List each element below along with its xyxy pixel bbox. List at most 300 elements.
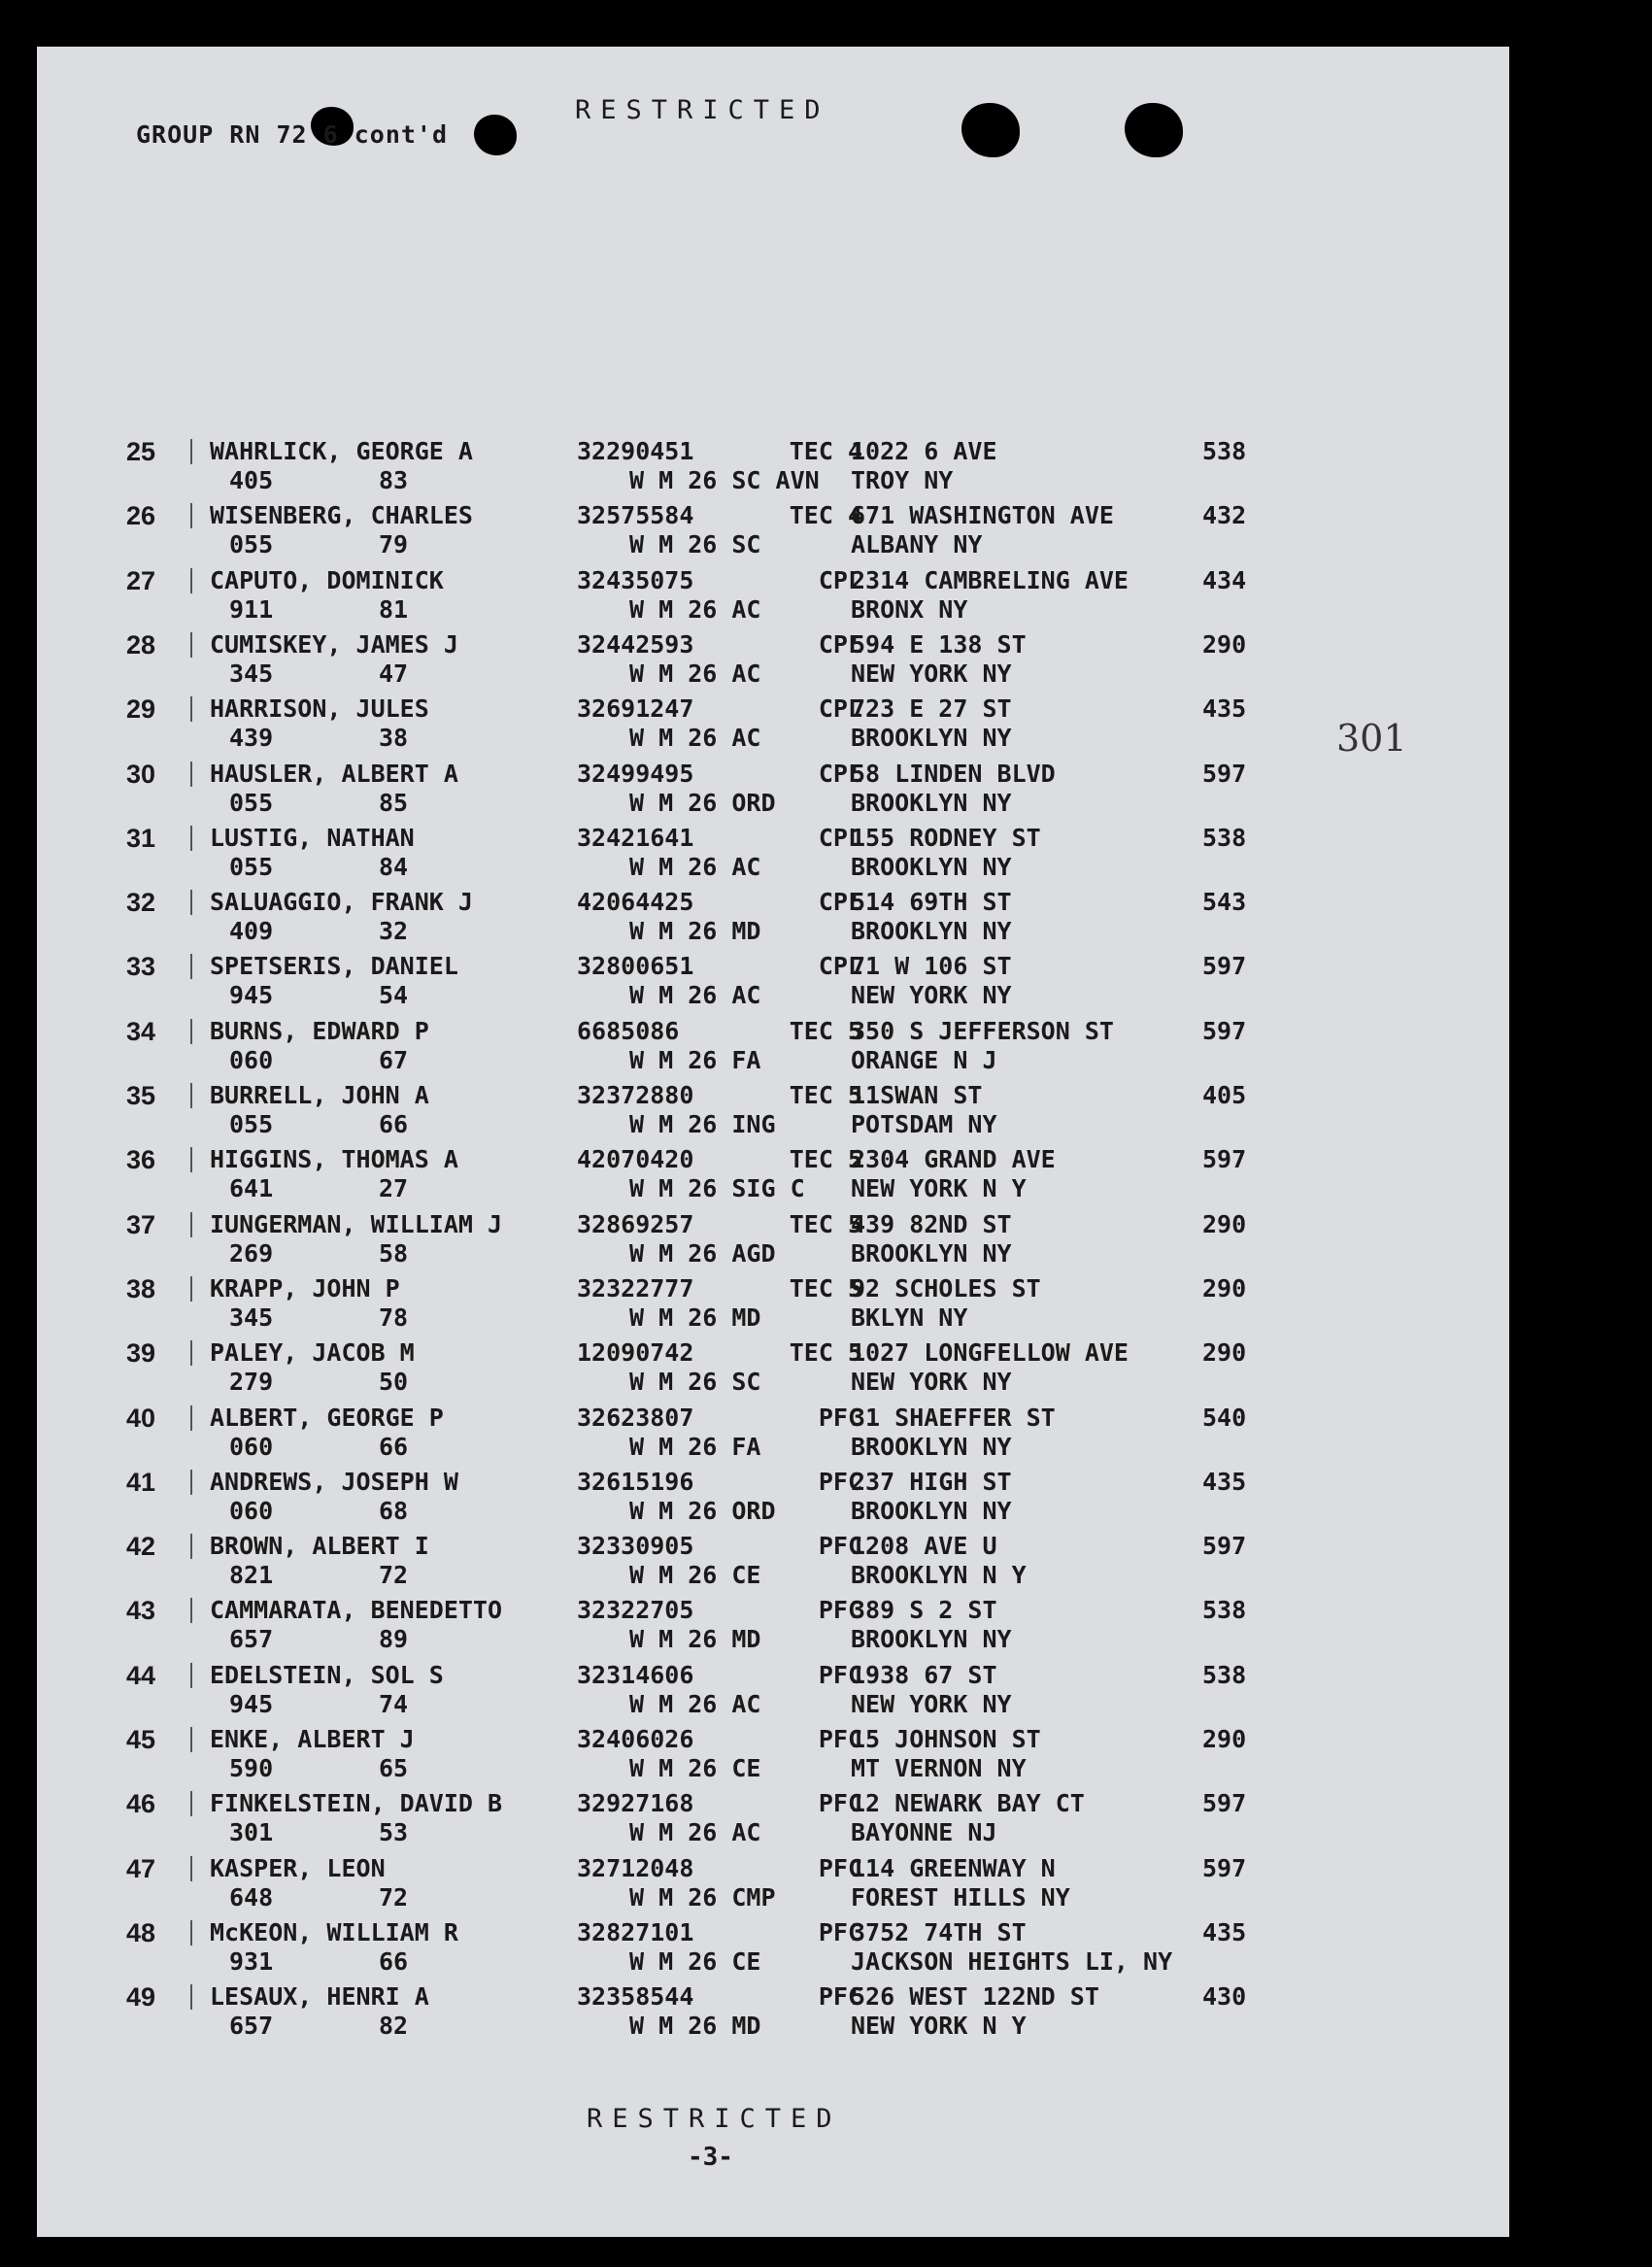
roster-row: [37, 1532, 1509, 1596]
serial-number: 32358544: [577, 1982, 694, 2012]
code-1: 945: [229, 981, 274, 1010]
address-code: 543: [1202, 888, 1247, 917]
roster-row: [37, 1468, 1509, 1532]
description: W M 26 CE: [629, 1754, 761, 1782]
grade: TEC 5: [789, 1145, 862, 1174]
serial-number: 32623807: [577, 1403, 694, 1432]
code-1: 060: [229, 1045, 274, 1074]
address-line-2: ALBANY NY: [851, 530, 983, 559]
grade: PFC: [818, 1853, 862, 1882]
description: W M 26 CMP: [629, 1882, 776, 1912]
code-2: 81: [379, 594, 409, 624]
address-line-2: NEW YORK NY: [851, 659, 1012, 688]
entry-number: 46: [126, 1789, 156, 1819]
entry-number: 48: [126, 1917, 156, 1947]
row-divider: [190, 1470, 192, 1495]
entry-number: 43: [126, 1596, 156, 1626]
roster-row: [37, 1725, 1509, 1789]
address-line-1: 11SWAN ST: [851, 1081, 983, 1109]
code-2: 84: [379, 852, 409, 881]
row-divider: [190, 1019, 192, 1044]
address-line-1: 389 S 2 ST: [851, 1596, 997, 1625]
entry-number: 49: [126, 1982, 156, 2013]
entry-number: 37: [126, 1209, 156, 1239]
address-code: 597: [1202, 1016, 1247, 1045]
row-divider: [190, 1534, 192, 1559]
code-2: 66: [379, 1110, 409, 1138]
serial-number: 32314606: [577, 1660, 694, 1689]
address-line-1: 594 E 138 ST: [851, 629, 1027, 659]
serial-number: 32800651: [577, 952, 694, 981]
code-1: 821: [229, 1561, 274, 1590]
roster-row: [37, 1789, 1509, 1853]
soldier-name: EDELSTEIN, SOL S: [210, 1660, 444, 1689]
roster-row: [37, 888, 1509, 952]
code-2: 72: [379, 1561, 409, 1590]
roster-row: [37, 501, 1509, 565]
entry-number: 40: [126, 1403, 156, 1433]
address-line-1: 439 82ND ST: [851, 1209, 1012, 1238]
serial-number: 32691247: [577, 694, 694, 724]
roster-row: [37, 824, 1509, 888]
grade: PFC: [818, 1725, 862, 1753]
address-code: 538: [1202, 1596, 1247, 1625]
grade: TEC 5: [789, 1209, 862, 1238]
description: W M 26 AC: [629, 724, 761, 753]
address-line-1: 2304 GRAND AVE: [851, 1145, 1056, 1174]
serial-number: 32869257: [577, 1209, 694, 1238]
grade: CPL: [818, 565, 862, 594]
address-code: 540: [1202, 1403, 1247, 1432]
roster-row: [37, 1210, 1509, 1274]
description: W M 26 CE: [629, 1561, 761, 1590]
soldier-name: KRAPP, JOHN P: [210, 1273, 400, 1303]
grade: PFC: [818, 1532, 862, 1561]
serial-number: 32712048: [577, 1853, 694, 1882]
grade: TEC 5: [789, 1273, 862, 1303]
grade: TEC 4: [789, 501, 862, 530]
description: W M 26 ING: [629, 1110, 776, 1138]
soldier-name: WAHRLICK, GEORGE A: [210, 437, 473, 465]
description: W M 26 MD: [629, 1303, 761, 1332]
grade: TEC 5: [789, 1016, 862, 1045]
code-1: 060: [229, 1496, 274, 1525]
description: W M 26 AC: [629, 659, 761, 688]
address-line-2: MT VERNON NY: [851, 1754, 1027, 1782]
code-2: 78: [379, 1303, 409, 1332]
address-line-2: NEW YORK NY: [851, 1368, 1012, 1397]
soldier-name: ALBERT, GEORGE P: [210, 1403, 444, 1432]
roster-row: [37, 437, 1509, 501]
description: W M 26 ORD: [629, 788, 776, 817]
serial-number: 32406026: [577, 1725, 694, 1753]
roster-row: [37, 694, 1509, 759]
address-line-2: NEW YORK NY: [851, 981, 1012, 1010]
grade: CPL: [818, 759, 862, 788]
soldier-name: KASPER, LEON: [210, 1853, 386, 1882]
address-line-2: BROOKLYN NY: [851, 1496, 1012, 1525]
address-code: 597: [1202, 1145, 1247, 1174]
description: W M 26 SC: [629, 530, 761, 559]
row-divider: [190, 1727, 192, 1752]
address-code: 405: [1202, 1081, 1247, 1109]
side-number: 301: [1336, 717, 1407, 760]
address-code: 538: [1202, 437, 1247, 465]
entry-number: 35: [126, 1081, 156, 1110]
soldier-name: IUNGERMAN, WILLIAM J: [210, 1209, 503, 1238]
entry-number: 34: [126, 1016, 156, 1046]
row-divider: [190, 439, 192, 464]
roster-row: [37, 952, 1509, 1016]
code-1: 055: [229, 530, 274, 559]
serial-number: 32290451: [577, 437, 694, 465]
address-line-2: BAYONNE NJ: [851, 1818, 997, 1847]
serial-number: 32827101: [577, 1917, 694, 1946]
serial-number: 32927168: [577, 1789, 694, 1818]
entry-number: 32: [126, 888, 156, 918]
row-divider: [190, 1340, 192, 1366]
code-2: 66: [379, 1432, 409, 1461]
grade: TEC 5: [789, 1338, 862, 1368]
document-page: [37, 47, 1509, 2237]
address-code: 435: [1202, 1917, 1247, 1946]
serial-number: 6685086: [577, 1016, 680, 1045]
address-line-2: BROOKLYN N Y: [851, 1561, 1027, 1590]
address-line-2: BROOKLYN NY: [851, 1432, 1012, 1461]
address-line-2: BROOKLYN NY: [851, 788, 1012, 817]
address-line-1: 2314 CAMBRELING AVE: [851, 565, 1129, 594]
code-1: 055: [229, 788, 274, 817]
soldier-name: CAPUTO, DOMINICK: [210, 565, 444, 594]
address-line-2: BROOKLYN NY: [851, 917, 1012, 946]
entry-number: 33: [126, 952, 156, 982]
grade: PFC: [818, 1596, 862, 1625]
roster-row: [37, 1661, 1509, 1725]
soldier-name: SPETSERIS, DANIEL: [210, 952, 458, 981]
address-line-2: BROOKLYN NY: [851, 724, 1012, 753]
row-divider: [190, 632, 192, 658]
address-line-2: TROY NY: [851, 466, 954, 494]
code-1: 945: [229, 1689, 274, 1718]
description: W M 26 MD: [629, 2012, 761, 2041]
address-line-1: 1022 6 AVE: [851, 437, 997, 465]
grade: CPL: [818, 888, 862, 917]
soldier-name: HARRISON, JULES: [210, 694, 429, 724]
code-2: 79: [379, 530, 409, 559]
address-line-2: BROOKLYN NY: [851, 1625, 1012, 1654]
entry-number: 29: [126, 694, 156, 725]
description: W M 26 MD: [629, 1625, 761, 1654]
grade: CPL: [818, 694, 862, 724]
soldier-name: PALEY, JACOB M: [210, 1338, 415, 1368]
code-1: 345: [229, 659, 274, 688]
row-divider: [190, 761, 192, 787]
classification-footer: RESTRICTED: [587, 2104, 842, 2134]
description: W M 26 CE: [629, 1946, 761, 1976]
code-1: 279: [229, 1368, 274, 1397]
description: W M 26 AC: [629, 1689, 761, 1718]
address-line-1: 1027 LONGFELLOW AVE: [851, 1338, 1129, 1368]
grade: PFC: [818, 1789, 862, 1818]
address-line-1: 3752 74TH ST: [851, 1917, 1027, 1946]
grade: TEC 5: [789, 1081, 862, 1109]
serial-number: 42064425: [577, 888, 694, 917]
address-code: 430: [1202, 1982, 1247, 2012]
roster-row: [37, 1274, 1509, 1338]
code-1: 345: [229, 1303, 274, 1332]
entry-number: 47: [126, 1853, 156, 1883]
code-2: 82: [379, 2012, 409, 2041]
soldier-name: HIGGINS, THOMAS A: [210, 1145, 458, 1174]
address-line-1: 671 WASHINGTON AVE: [851, 501, 1114, 530]
address-code: 290: [1202, 1273, 1247, 1303]
grade: PFC: [818, 1403, 862, 1432]
roster-row: [37, 1404, 1509, 1468]
entry-number: 27: [126, 565, 156, 595]
serial-number: 32330905: [577, 1532, 694, 1561]
serial-number: 32322777: [577, 1273, 694, 1303]
code-1: 641: [229, 1174, 274, 1203]
address-line-1: 92 SCHOLES ST: [851, 1273, 1041, 1303]
serial-number: 32615196: [577, 1467, 694, 1496]
address-line-1: 114 GREENWAY N: [851, 1853, 1056, 1882]
row-divider: [190, 1276, 192, 1302]
entry-number: 42: [126, 1532, 156, 1562]
code-2: 66: [379, 1946, 409, 1976]
code-2: 50: [379, 1368, 409, 1397]
code-2: 38: [379, 724, 409, 753]
code-2: 72: [379, 1882, 409, 1912]
row-divider: [190, 1083, 192, 1108]
address-line-1: 350 S JEFFERSON ST: [851, 1016, 1114, 1045]
grade: PFC: [818, 1467, 862, 1496]
description: W M 26 AC: [629, 981, 761, 1010]
description: W M 26 AC: [629, 852, 761, 881]
code-1: 931: [229, 1946, 274, 1976]
serial-number: 12090742: [577, 1338, 694, 1368]
code-1: 657: [229, 2012, 274, 2041]
description: W M 26 SC AVN: [629, 466, 820, 494]
code-2: 83: [379, 466, 409, 494]
serial-number: 32372880: [577, 1081, 694, 1109]
entry-number: 44: [126, 1660, 156, 1690]
row-divider: [190, 1791, 192, 1816]
roster-row: [37, 760, 1509, 824]
row-divider: [190, 1147, 192, 1172]
soldier-name: CAMMARATA, BENEDETTO: [210, 1596, 503, 1625]
grade: TEC 4: [789, 437, 862, 465]
roster-row: [37, 1918, 1509, 1982]
address-line-2: FOREST HILLS NY: [851, 1882, 1070, 1912]
address-code: 290: [1202, 1209, 1247, 1238]
address-line-1: 71 W 106 ST: [851, 952, 1012, 981]
address-code: 435: [1202, 694, 1247, 724]
roster-row: [37, 1338, 1509, 1403]
entry-number: 39: [126, 1338, 156, 1369]
code-1: 648: [229, 1882, 274, 1912]
code-1: 409: [229, 917, 274, 946]
address-code: 434: [1202, 565, 1247, 594]
roster-list: [37, 47, 1509, 2237]
address-line-1: 15 JOHNSON ST: [851, 1725, 1041, 1753]
entry-number: 31: [126, 823, 156, 853]
soldier-name: BROWN, ALBERT I: [210, 1532, 429, 1561]
address-line-1: 1208 AVE U: [851, 1532, 997, 1561]
code-2: 65: [379, 1754, 409, 1782]
serial-number: 32499495: [577, 759, 694, 788]
entry-number: 26: [126, 501, 156, 531]
code-1: 301: [229, 1818, 274, 1847]
row-divider: [190, 890, 192, 915]
address-line-2: POTSDAM NY: [851, 1110, 997, 1138]
entry-number: 28: [126, 629, 156, 660]
soldier-name: McKEON, WILLIAM R: [210, 1917, 458, 1946]
row-divider: [190, 1984, 192, 2010]
address-line-1: 31 SHAEFFER ST: [851, 1403, 1056, 1432]
code-2: 58: [379, 1238, 409, 1268]
address-code: 597: [1202, 1789, 1247, 1818]
address-line-1: 58 LINDEN BLVD: [851, 759, 1056, 788]
address-line-2: BRONX NY: [851, 594, 968, 624]
description: W M 26 SC: [629, 1368, 761, 1397]
row-divider: [190, 954, 192, 979]
entry-number: 38: [126, 1273, 156, 1303]
row-divider: [190, 1856, 192, 1881]
soldier-name: ANDREWS, JOSEPH W: [210, 1467, 458, 1496]
grade: CPL: [818, 952, 862, 981]
address-code: 597: [1202, 1853, 1247, 1882]
address-code: 435: [1202, 1467, 1247, 1496]
address-code: 290: [1202, 1725, 1247, 1753]
soldier-name: HAUSLER, ALBERT A: [210, 759, 458, 788]
address-code: 538: [1202, 1660, 1247, 1689]
entry-number: 45: [126, 1725, 156, 1754]
address-line-2: BROOKLYN NY: [851, 852, 1012, 881]
address-code: 597: [1202, 1532, 1247, 1561]
soldier-name: LUSTIG, NATHAN: [210, 823, 415, 852]
serial-number: 32435075: [577, 565, 694, 594]
roster-row: [37, 630, 1509, 694]
soldier-name: BURNS, EDWARD P: [210, 1016, 429, 1045]
roster-row: [37, 1145, 1509, 1209]
page-number: -3-: [688, 2143, 733, 2172]
description: W M 26 AGD: [629, 1238, 776, 1268]
soldier-name: WISENBERG, CHARLES: [210, 501, 473, 530]
grade: CPL: [818, 823, 862, 852]
row-divider: [190, 826, 192, 851]
address-line-1: 237 HIGH ST: [851, 1467, 1012, 1496]
group-header: GROUP RN 72 6 cont'd: [136, 120, 449, 149]
address-line-1: 723 E 27 ST: [851, 694, 1012, 724]
roster-row: [37, 566, 1509, 630]
code-1: 911: [229, 594, 274, 624]
address-code: 597: [1202, 952, 1247, 981]
code-1: 657: [229, 1625, 274, 1654]
grade: CPL: [818, 629, 862, 659]
roster-row: [37, 1596, 1509, 1660]
entry-number: 41: [126, 1467, 156, 1497]
code-2: 68: [379, 1496, 409, 1525]
code-1: 439: [229, 724, 274, 753]
address-line-2: BROOKLYN NY: [851, 1238, 1012, 1268]
address-code: 597: [1202, 759, 1247, 788]
code-2: 74: [379, 1689, 409, 1718]
code-2: 47: [379, 659, 409, 688]
code-1: 060: [229, 1432, 274, 1461]
code-2: 53: [379, 1818, 409, 1847]
address-code: 432: [1202, 501, 1247, 530]
address-line-1: 12 NEWARK BAY CT: [851, 1789, 1085, 1818]
serial-number: 32442593: [577, 629, 694, 659]
row-divider: [190, 1920, 192, 1946]
description: W M 26 MD: [629, 917, 761, 946]
entry-number: 25: [126, 437, 156, 466]
description: W M 26 SIG C: [629, 1174, 805, 1203]
roster-row: [37, 1017, 1509, 1081]
description: W M 26 FA: [629, 1432, 761, 1461]
entry-number: 36: [126, 1145, 156, 1175]
serial-number: 42070420: [577, 1145, 694, 1174]
soldier-name: ENKE, ALBERT J: [210, 1725, 415, 1753]
description: W M 26 AC: [629, 594, 761, 624]
roster-row: [37, 1854, 1509, 1918]
code-2: 32: [379, 917, 409, 946]
address-line-1: 526 WEST 122ND ST: [851, 1982, 1099, 2012]
address-line-2: NEW YORK N Y: [851, 2012, 1027, 2041]
code-2: 54: [379, 981, 409, 1010]
code-2: 27: [379, 1174, 409, 1203]
address-line-2: NEW YORK N Y: [851, 1174, 1027, 1203]
code-2: 67: [379, 1045, 409, 1074]
code-1: 269: [229, 1238, 274, 1268]
description: W M 26 ORD: [629, 1496, 776, 1525]
row-divider: [190, 696, 192, 722]
soldier-name: BURRELL, JOHN A: [210, 1081, 429, 1109]
address-line-1: 155 RODNEY ST: [851, 823, 1041, 852]
code-1: 055: [229, 852, 274, 881]
grade: PFC: [818, 1660, 862, 1689]
row-divider: [190, 1212, 192, 1237]
row-divider: [190, 568, 192, 593]
address-line-2: NEW YORK NY: [851, 1689, 1012, 1718]
code-2: 85: [379, 788, 409, 817]
row-divider: [190, 503, 192, 528]
roster-row: [37, 1081, 1509, 1145]
address-line-2: JACKSON HEIGHTS LI, NY: [851, 1946, 1173, 1976]
serial-number: 32575584: [577, 501, 694, 530]
soldier-name: SALUAGGIO, FRANK J: [210, 888, 473, 917]
address-line-2: ORANGE N J: [851, 1045, 997, 1074]
serial-number: 32421641: [577, 823, 694, 852]
code-1: 405: [229, 466, 274, 494]
address-code: 290: [1202, 1338, 1247, 1368]
soldier-name: LESAUX, HENRI A: [210, 1982, 429, 2012]
row-divider: [190, 1598, 192, 1623]
serial-number: 32322705: [577, 1596, 694, 1625]
code-2: 89: [379, 1625, 409, 1654]
description: W M 26 FA: [629, 1045, 761, 1074]
description: W M 26 AC: [629, 1818, 761, 1847]
classification-header: RESTRICTED: [575, 95, 830, 125]
grade: PFC: [818, 1982, 862, 2012]
address-line-1: 1938 67 ST: [851, 1660, 997, 1689]
code-1: 055: [229, 1110, 274, 1138]
address-code: 290: [1202, 629, 1247, 659]
entry-number: 30: [126, 759, 156, 789]
address-code: 538: [1202, 823, 1247, 852]
row-divider: [190, 1663, 192, 1688]
soldier-name: FINKELSTEIN, DAVID B: [210, 1789, 503, 1818]
